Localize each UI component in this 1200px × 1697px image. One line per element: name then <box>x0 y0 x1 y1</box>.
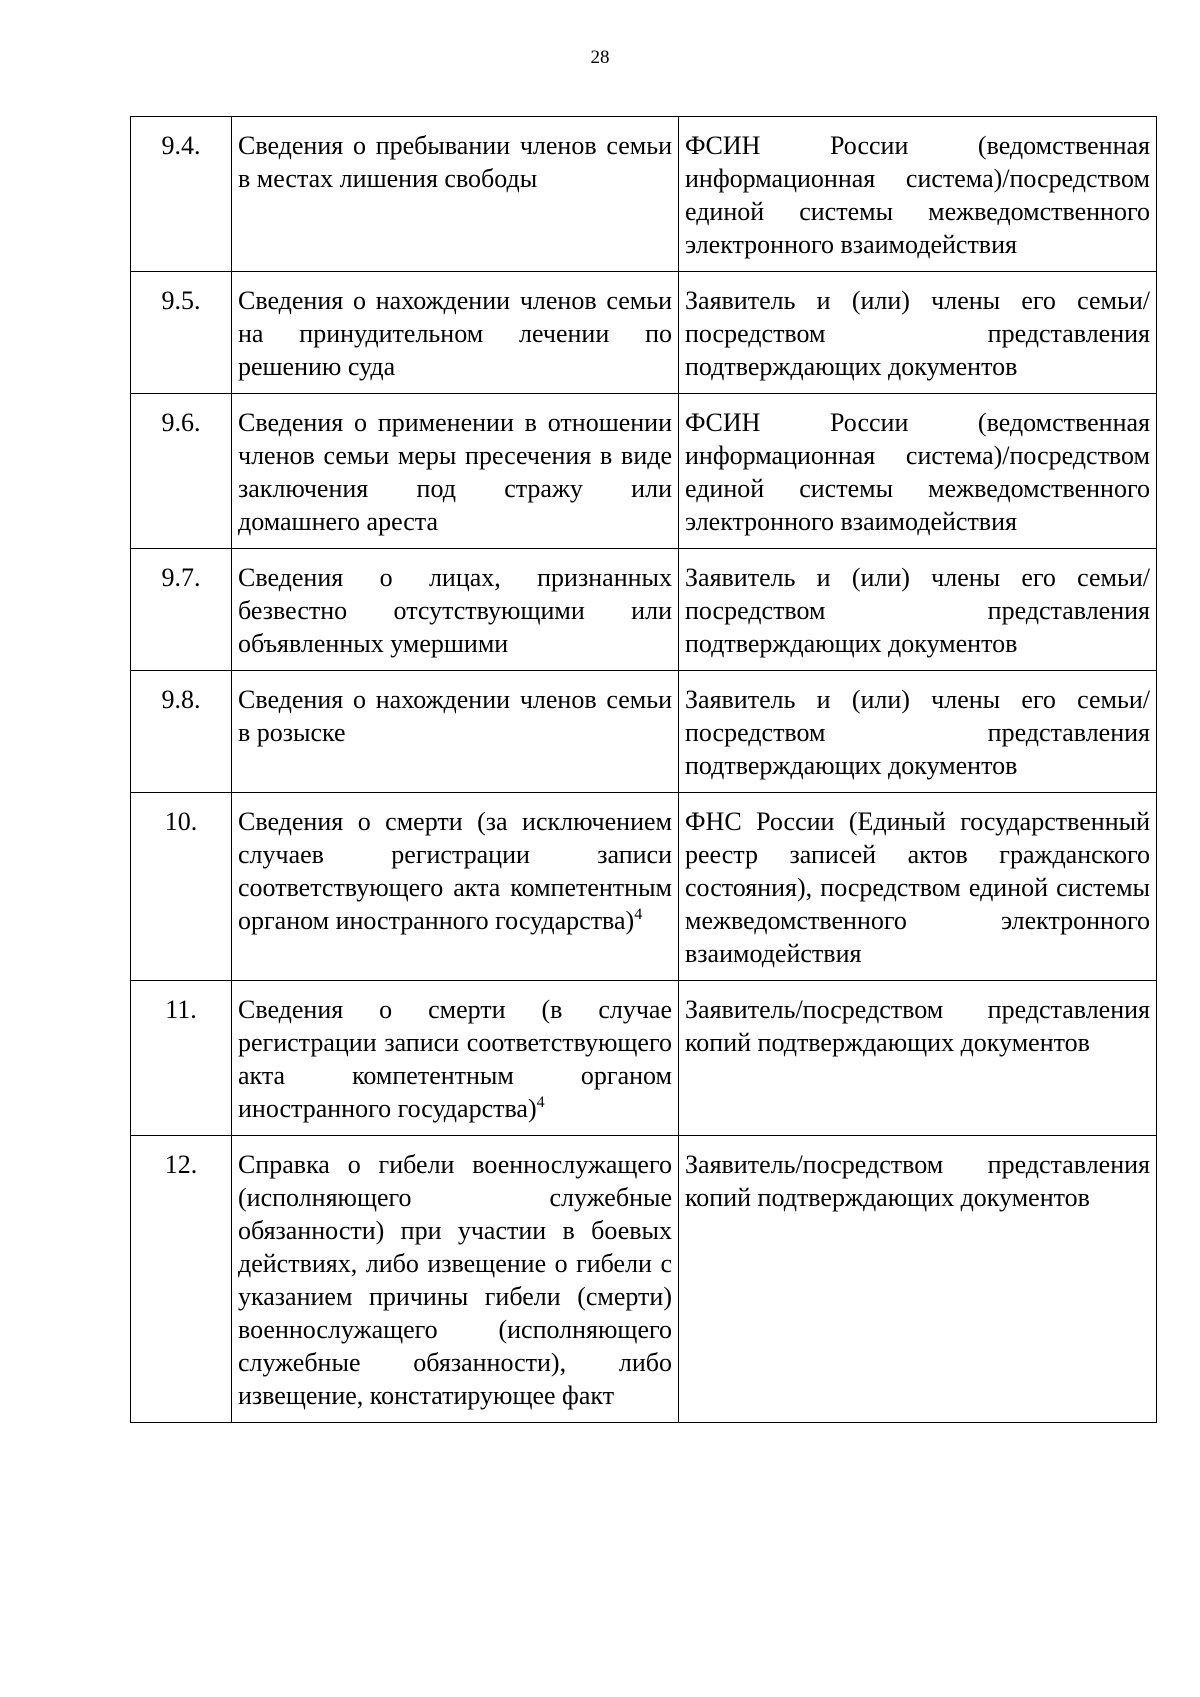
row-description-text: Сведения о пребывании членов семьи в местах лишения свободы <box>238 131 672 193</box>
table-row <box>131 793 1157 981</box>
footnote-marker: 4 <box>536 1094 545 1111</box>
documents-table <box>130 116 1157 1423</box>
table-row <box>131 981 1157 1136</box>
row-source: Заявитель и (или) члены его семьи/посредством представления подтверждающих документов <box>679 671 1157 793</box>
row-description <box>232 394 679 549</box>
row-description <box>232 1136 679 1423</box>
table-row <box>131 549 1157 671</box>
row-source: Заявитель и (или) члены его семьи/посредством представления подтверждающих документов <box>679 549 1157 671</box>
row-description <box>232 272 679 394</box>
row-number: 9.6. <box>131 394 232 549</box>
table-row <box>131 117 1157 272</box>
row-number: 9.8. <box>131 671 232 793</box>
row-source: Заявитель/посредством представления копий подтверждающих документов <box>679 981 1157 1136</box>
page-number: 28 <box>590 47 610 68</box>
row-number: 12. <box>131 1136 232 1423</box>
table-row <box>131 394 1157 549</box>
row-source: Заявитель и (или) члены его семьи/посредством представления подтверждающих документов <box>679 272 1157 394</box>
row-source: ФСИН России (ведомственная информационная система)/посредством единой системы межведомственного электронного взаимодействия <box>679 117 1157 272</box>
row-description-text: Сведения о применении в отношении членов семьи меры пресечения в виде заключения под стражу или домашнего ареста <box>238 408 672 536</box>
row-description <box>232 671 679 793</box>
row-description-text: Сведения о нахождении членов семьи в розыске <box>238 685 672 747</box>
row-number: 11. <box>131 981 232 1136</box>
table-row <box>131 1136 1157 1423</box>
row-description-text: Сведения о нахождении членов семьи на принудительном лечении по решению суда <box>238 286 672 381</box>
footnote-marker: 4 <box>634 906 643 923</box>
row-description-text: Сведения о смерти (в случае регистрации записи соответствующего акта компетентным органом иностранного государства) <box>238 995 672 1123</box>
row-description <box>232 117 679 272</box>
row-number: 9.4. <box>131 117 232 272</box>
row-description-text: Сведения о смерти (за исключением случаев регистрации записи соответствующего акта компетентным органом иностранного государства) <box>238 807 672 935</box>
table-row <box>131 272 1157 394</box>
row-description <box>232 549 679 671</box>
row-description-text: Справка о гибели военнослужащего (исполняющего служебные обязанности) при участии в боевых действиях, либо извещение о гибели с указанием причины гибели (смерти) военнослужащего (исполняющего служебные обязанности), либо извещение, констатирующее факт <box>238 1150 672 1410</box>
row-source: ФНС России (Единый государственный реестр записей актов гражданского состояния), посредством единой системы межведомственного электронного взаимодействия <box>679 793 1157 981</box>
row-number: 9.7. <box>131 549 232 671</box>
row-description <box>232 981 679 1136</box>
row-description <box>232 793 679 981</box>
row-number: 10. <box>131 793 232 981</box>
row-description-text: Сведения о лицах, признанных безвестно отсутствующими или объявленных умершими <box>238 563 672 658</box>
row-source: ФСИН России (ведомственная информационная система)/посредством единой системы межведомственного электронного взаимодействия <box>679 394 1157 549</box>
row-source: Заявитель/посредством представления копий подтверждающих документов <box>679 1136 1157 1423</box>
table-row <box>131 671 1157 793</box>
row-number: 9.5. <box>131 272 232 394</box>
